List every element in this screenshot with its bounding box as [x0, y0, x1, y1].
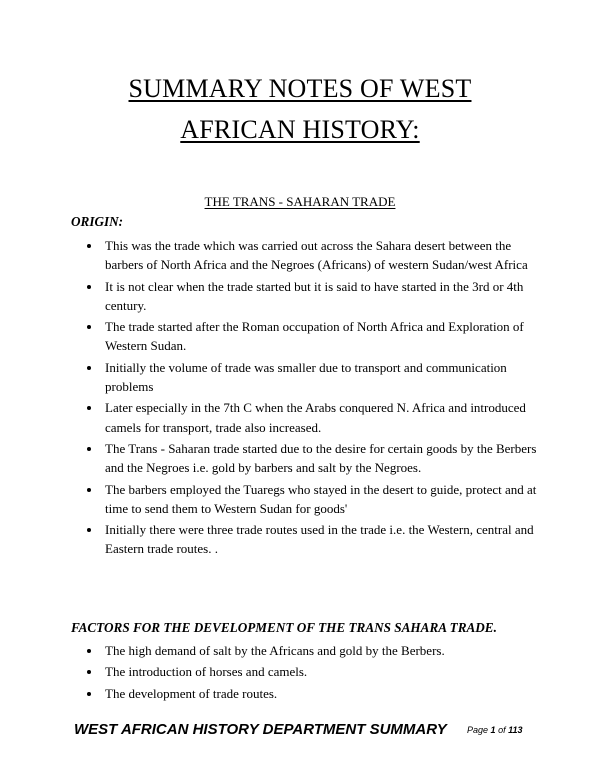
factors-heading: FACTORS FOR THE DEVELOPMENT OF THE TRANS SAHARA TRADE. — [71, 620, 497, 635]
list-item-text: Later especially in the 7th C when the Arabs conquered N. Africa and introduced camels for transport, trade also increased. — [105, 400, 526, 435]
bullet-icon — [87, 488, 91, 492]
bullet-icon — [87, 649, 91, 653]
list-item-text: This was the trade which was carried out across the Sahara desert between the barbers of North Africa and the Negroes (Africans) of western Sudan/west Africa — [105, 238, 528, 273]
page-number: 1 — [490, 725, 496, 735]
origin-heading: ORIGIN: — [71, 214, 124, 229]
list-item-text: The development of trade routes. — [105, 685, 278, 701]
list-item — [71, 398, 541, 436]
bullet-icon — [87, 528, 91, 532]
origin-bullet-list — [71, 236, 541, 561]
list-item-text: Initially the volume of trade was smaller due to transport and communication problems — [105, 359, 507, 394]
list-item — [71, 277, 541, 315]
bullet-icon — [87, 692, 91, 696]
list-item-text: The Trans - Saharan trade started due to the desire for certain goods by the Berbers and the Negroes i.e. gold by barbers and salt by the Negroes. — [105, 440, 537, 476]
list-item-text: Initially there were three trade routes used in the trade i.e. the Western, central and Eastern trade routes. . — [105, 522, 534, 557]
list-item — [71, 480, 541, 518]
main-title-line-1: SUMMARY NOTES OF WEST — [128, 74, 472, 103]
list-item-text: The trade started after the Roman occupation of North Africa and Exploration of Western Sudan. — [105, 319, 524, 354]
list-item-text: The barbers employed the Tuaregs who stayed in the desert to guide, protect and at time to send them to Western Sudan for goods' — [105, 481, 537, 516]
list-item — [71, 236, 541, 274]
bullet-icon — [87, 670, 91, 674]
bullet-icon — [87, 447, 91, 451]
bullet-icon — [87, 366, 91, 370]
section-title: THE TRANS - SAHARAN TRADE — [204, 194, 396, 209]
page-label: Page — [467, 725, 489, 735]
bullet-icon — [87, 285, 91, 289]
bullet-icon — [87, 244, 91, 248]
page-total: 113 — [508, 725, 523, 735]
list-item — [71, 662, 541, 681]
list-item — [71, 439, 541, 477]
footer-title: WEST AFRICAN HISTORY DEPARTMENT SUMMARY — [74, 721, 447, 738]
page-indicator — [467, 725, 522, 735]
list-item — [71, 641, 541, 660]
list-item-text: The high demand of salt by the Africans and gold by the Berbers. — [105, 643, 445, 658]
list-item — [71, 684, 541, 703]
bullet-icon — [87, 325, 91, 329]
factors-bullet-list — [71, 641, 541, 705]
list-item — [71, 317, 541, 355]
of-label: of — [498, 725, 506, 735]
main-title-line-2: AFRICAN HISTORY: — [180, 115, 420, 144]
list-item — [71, 358, 541, 396]
list-item-text: The introduction of horses and camels. — [105, 664, 308, 680]
list-item-text: It is not clear when the trade started but it is said to have started in the 3rd or 4th century. — [105, 278, 524, 313]
list-item — [71, 520, 541, 558]
bullet-icon — [87, 406, 91, 410]
page-footer — [74, 721, 544, 745]
